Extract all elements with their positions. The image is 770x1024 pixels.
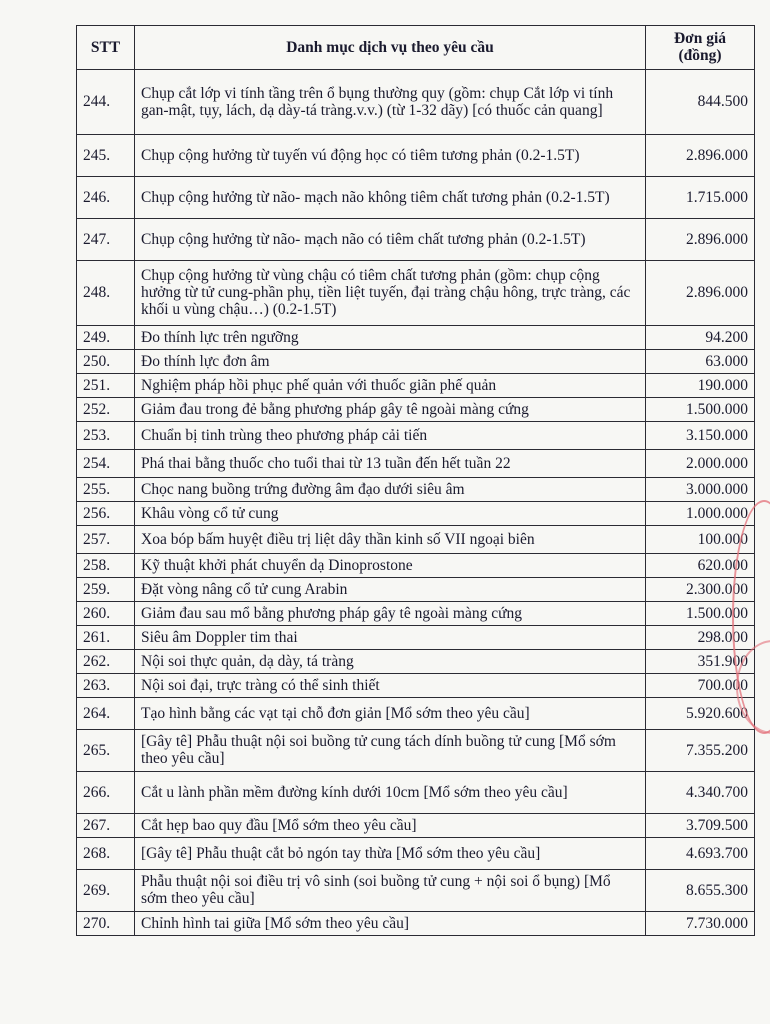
row-price: 3.150.000: [646, 422, 755, 450]
row-service-name: [Gây tê] Phẫu thuật nội soi buồng tử cung tách dính buồng tử cung [Mổ sớm theo yêu cầu]: [135, 730, 646, 772]
row-stt: 256.: [77, 502, 135, 526]
row-stt: 245.: [77, 135, 135, 177]
row-price: 5.920.600: [646, 698, 755, 730]
row-stt: 263.: [77, 674, 135, 698]
row-service-name: [Gây tê] Phẫu thuật cắt bỏ ngón tay thừa [Mổ sớm theo yêu cầu]: [135, 838, 646, 870]
table-row: [77, 70, 755, 135]
table-body: [77, 70, 755, 936]
row-stt: 264.: [77, 698, 135, 730]
table-row: [77, 135, 755, 177]
row-price: 298.000: [646, 626, 755, 650]
row-price: 844.500: [646, 70, 755, 135]
row-service-name: Phẫu thuật nội soi điều trị vô sinh (soi buồng tử cung + nội soi ổ bụng) [Mổ sớm theo yêu cầu]: [135, 870, 646, 912]
row-price: 100.000: [646, 526, 755, 554]
service-price-table: [76, 25, 755, 936]
row-price: 2.000.000: [646, 450, 755, 478]
table-row: [77, 526, 755, 554]
row-stt: 268.: [77, 838, 135, 870]
table-row: [77, 912, 755, 936]
row-service-name: Chụp cộng hưởng từ não- mạch não không tiêm chất tương phản (0.2-1.5T): [135, 177, 646, 219]
row-service-name: Cắt hẹp bao quy đầu [Mổ sớm theo yêu cầu]: [135, 814, 646, 838]
row-price: 190.000: [646, 374, 755, 398]
row-service-name: Xoa bóp bấm huyệt điều trị liệt dây thần kinh số VII ngoại biên: [135, 526, 646, 554]
table-row: [77, 326, 755, 350]
row-stt: 251.: [77, 374, 135, 398]
table-row: [77, 870, 755, 912]
row-price: 1.500.000: [646, 398, 755, 422]
row-service-name: Phá thai bằng thuốc cho tuổi thai từ 13 tuần đến hết tuần 22: [135, 450, 646, 478]
row-stt: 258.: [77, 554, 135, 578]
row-price: 2.896.000: [646, 219, 755, 261]
row-price: 63.000: [646, 350, 755, 374]
table-row: [77, 650, 755, 674]
row-price: 620.000: [646, 554, 755, 578]
row-stt: 250.: [77, 350, 135, 374]
row-price: 7.355.200: [646, 730, 755, 772]
row-service-name: Đặt vòng nâng cổ tử cung Arabin: [135, 578, 646, 602]
table-row: [77, 398, 755, 422]
row-price: 700.000: [646, 674, 755, 698]
header-price-line2: (đồng): [678, 47, 722, 64]
row-stt: 260.: [77, 602, 135, 626]
table-row: [77, 602, 755, 626]
row-stt: 267.: [77, 814, 135, 838]
header-stt: STT: [77, 26, 135, 70]
table-row: [77, 261, 755, 326]
row-stt: 253.: [77, 422, 135, 450]
table-row: [77, 838, 755, 870]
row-service-name: Chuẩn bị tinh trùng theo phương pháp cải tiến: [135, 422, 646, 450]
table-row: [77, 219, 755, 261]
row-stt: 248.: [77, 261, 135, 326]
table-row: [77, 814, 755, 838]
row-service-name: Đo thính lực đơn âm: [135, 350, 646, 374]
row-price: 351.900: [646, 650, 755, 674]
table-header-row: [77, 26, 755, 70]
row-stt: 265.: [77, 730, 135, 772]
table-row: [77, 450, 755, 478]
row-service-name: Siêu âm Doppler tim thai: [135, 626, 646, 650]
row-price: 94.200: [646, 326, 755, 350]
row-stt: 270.: [77, 912, 135, 936]
row-stt: 247.: [77, 219, 135, 261]
row-service-name: Cắt u lành phần mềm đường kính dưới 10cm [Mổ sớm theo yêu cầu]: [135, 772, 646, 814]
table-row: [77, 578, 755, 602]
row-service-name: Chụp cộng hưởng từ tuyến vú động học có tiêm tương phản (0.2-1.5T): [135, 135, 646, 177]
row-price: 4.693.700: [646, 838, 755, 870]
row-stt: 244.: [77, 70, 135, 135]
row-stt: 266.: [77, 772, 135, 814]
row-price: 1.500.000: [646, 602, 755, 626]
row-stt: 246.: [77, 177, 135, 219]
table-row: [77, 350, 755, 374]
row-service-name: Đo thính lực trên ngưỡng: [135, 326, 646, 350]
row-service-name: Chụp cộng hưởng từ vùng chậu có tiêm chất tương phản (gồm: chụp cộng hưởng từ tử cung-phần phụ, tiền liệt tuyến, đại tràng chậu hông, trực tràng, các khối u vùng chậu…) (0.2-1.5T): [135, 261, 646, 326]
row-service-name: Giảm đau sau mổ bằng phương pháp gây tê ngoài màng cứng: [135, 602, 646, 626]
row-stt: 249.: [77, 326, 135, 350]
row-price: 2.896.000: [646, 261, 755, 326]
table-row: [77, 177, 755, 219]
table-row: [77, 674, 755, 698]
row-stt: 255.: [77, 478, 135, 502]
row-stt: 252.: [77, 398, 135, 422]
row-price: 4.340.700: [646, 772, 755, 814]
row-service-name: Tạo hình bằng các vạt tại chỗ đơn giản [Mổ sớm theo yêu cầu]: [135, 698, 646, 730]
table-row: [77, 698, 755, 730]
table-row: [77, 478, 755, 502]
row-service-name: Nghiệm pháp hồi phục phế quản với thuốc giãn phế quản: [135, 374, 646, 398]
row-price: 3.709.500: [646, 814, 755, 838]
row-stt: 257.: [77, 526, 135, 554]
header-price-line1: Đơn giá: [673, 30, 727, 47]
header-price: [646, 26, 755, 70]
row-service-name: Chọc nang buồng trứng đường âm đạo dưới siêu âm: [135, 478, 646, 502]
row-price: 7.730.000: [646, 912, 755, 936]
row-service-name: Giảm đau trong đẻ bằng phương pháp gây tê ngoài màng cứng: [135, 398, 646, 422]
row-price: 2.300.000: [646, 578, 755, 602]
table-row: [77, 502, 755, 526]
row-price: 2.896.000: [646, 135, 755, 177]
row-price: 8.655.300: [646, 870, 755, 912]
table-row: [77, 730, 755, 772]
row-service-name: Chụp cắt lớp vi tính tầng trên ổ bụng thường quy (gồm: chụp Cắt lớp vi tính gan-mật, tụy, lách, dạ dày-tá tràng.v.v.) (từ 1-32 dãy) [có thuốc cản quang]: [135, 70, 646, 135]
row-stt: 261.: [77, 626, 135, 650]
row-service-name: Nội soi đại, trực tràng có thể sinh thiết: [135, 674, 646, 698]
header-service-name: Danh mục dịch vụ theo yêu cầu: [135, 26, 646, 70]
table-row: [77, 626, 755, 650]
table-row: [77, 422, 755, 450]
row-price: 1.715.000: [646, 177, 755, 219]
row-stt: 254.: [77, 450, 135, 478]
row-stt: 259.: [77, 578, 135, 602]
row-service-name: Khâu vòng cổ tử cung: [135, 502, 646, 526]
row-service-name: Chụp cộng hưởng từ não- mạch não có tiêm chất tương phản (0.2-1.5T): [135, 219, 646, 261]
row-price: 1.000.000: [646, 502, 755, 526]
row-service-name: Chỉnh hình tai giữa [Mổ sớm theo yêu cầu]: [135, 912, 646, 936]
table-row: [77, 772, 755, 814]
row-service-name: Nội soi thực quản, dạ dày, tá tràng: [135, 650, 646, 674]
row-price: 3.000.000: [646, 478, 755, 502]
row-stt: 269.: [77, 870, 135, 912]
table-row: [77, 554, 755, 578]
row-stt: 262.: [77, 650, 135, 674]
table-row: [77, 374, 755, 398]
row-service-name: Kỹ thuật khởi phát chuyển dạ Dinoprostone: [135, 554, 646, 578]
